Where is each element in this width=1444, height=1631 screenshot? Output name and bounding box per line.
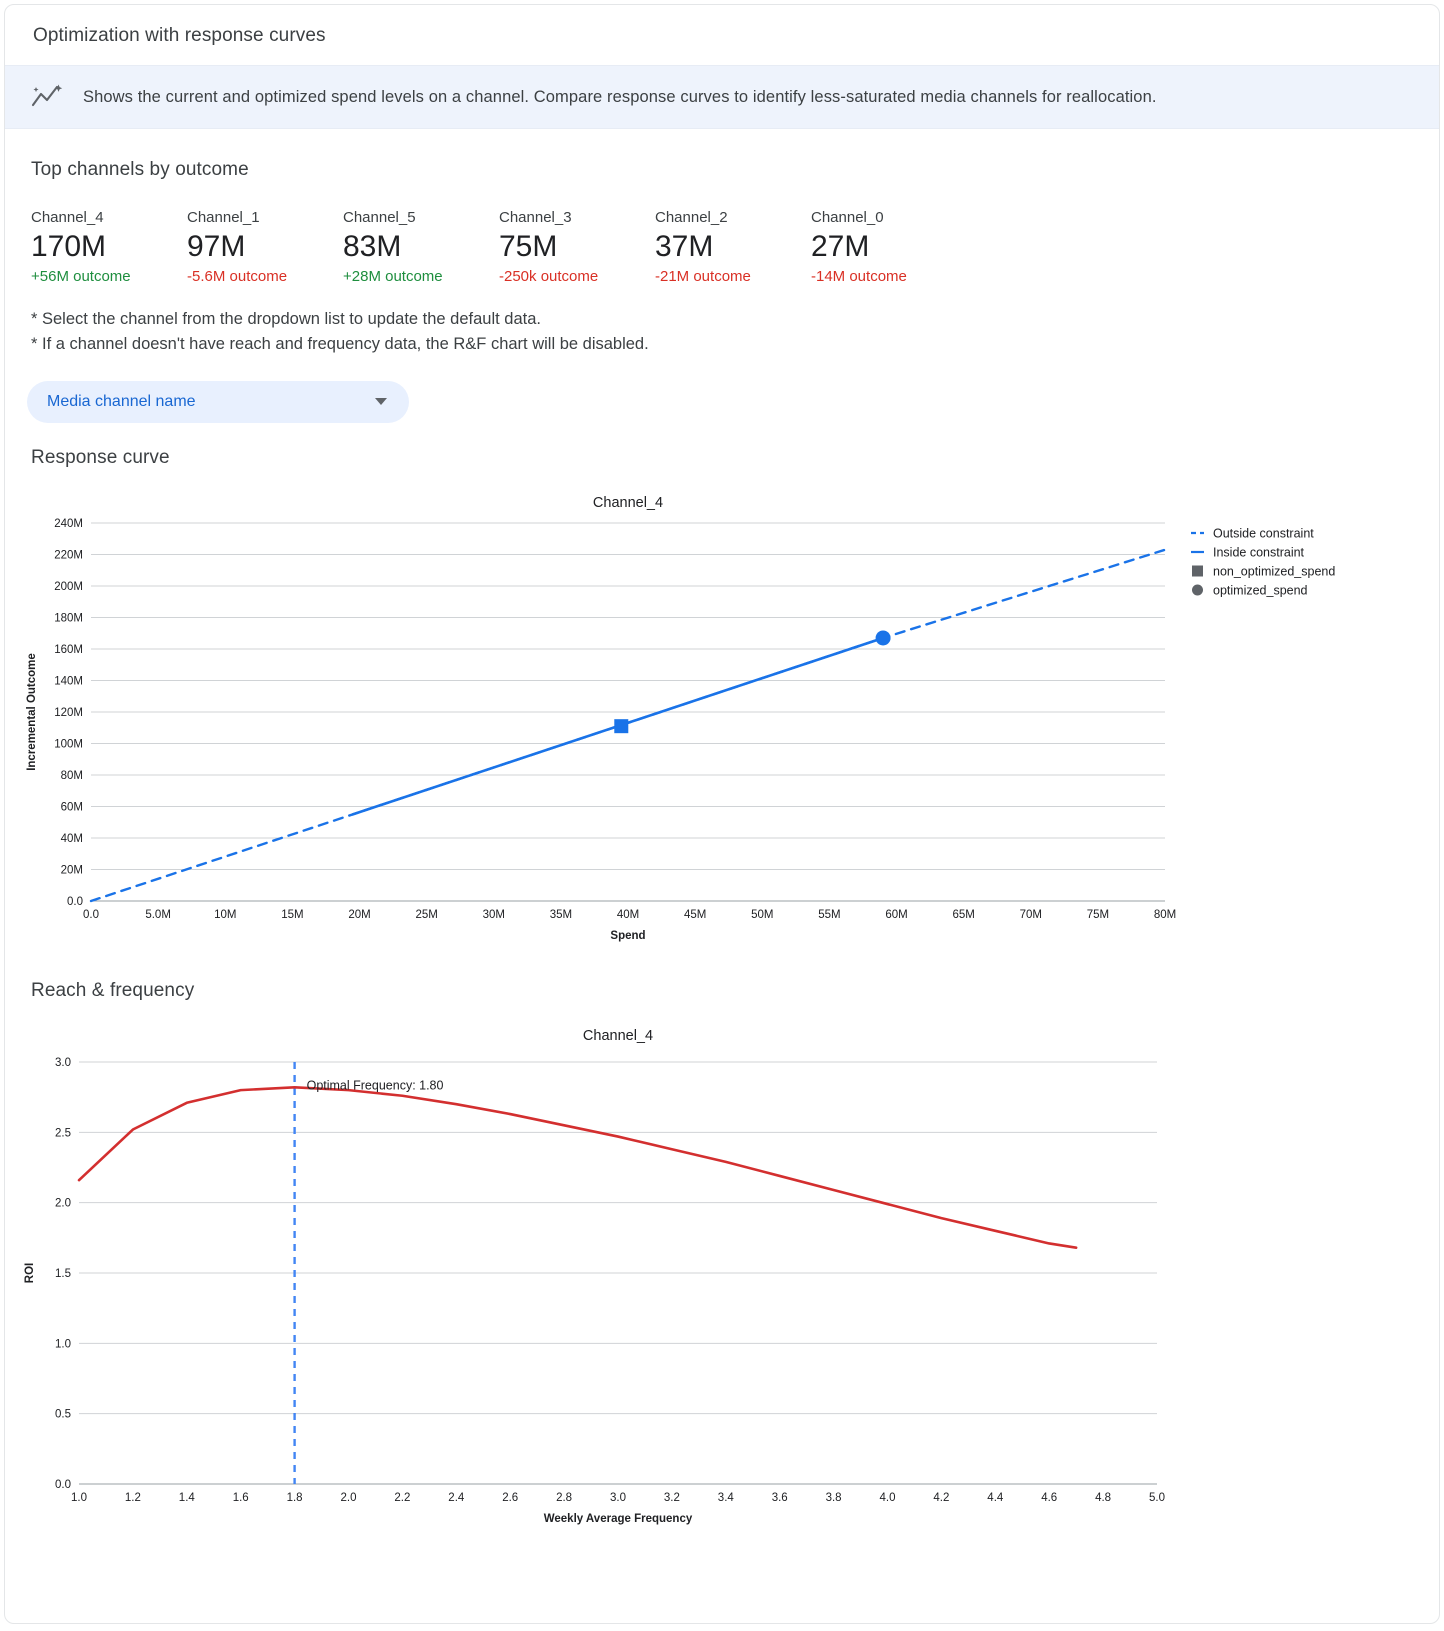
kpi-delta: +56M outcome <box>31 267 131 285</box>
kpi-card <box>31 209 187 285</box>
kpi-value: 83M <box>343 230 402 263</box>
svg-text:Channel_4: Channel_4 <box>582 1027 654 1044</box>
svg-text:65M: 65M <box>952 908 975 921</box>
svg-text:60M: 60M <box>60 801 83 814</box>
svg-text:1.8: 1.8 <box>286 1491 303 1504</box>
svg-text:non_optimized_spend: non_optimized_spend <box>1213 564 1336 579</box>
svg-text:4.0: 4.0 <box>879 1491 896 1504</box>
svg-text:2.6: 2.6 <box>502 1491 519 1504</box>
svg-text:Optimal Frequency: 1.80: Optimal Frequency: 1.80 <box>306 1078 444 1093</box>
kpi-card <box>343 209 499 285</box>
info-banner <box>5 65 1439 129</box>
kpi-value: 75M <box>499 230 558 263</box>
media-channel-dropdown[interactable] <box>27 381 409 423</box>
top-channels-heading: Top channels by outcome <box>31 159 249 180</box>
svg-text:3.0: 3.0 <box>610 1491 626 1504</box>
svg-text:70M: 70M <box>1019 908 1042 921</box>
svg-text:3.8: 3.8 <box>825 1491 842 1504</box>
svg-text:1.5: 1.5 <box>55 1267 71 1280</box>
svg-text:4.8: 4.8 <box>1095 1491 1112 1504</box>
response-curve-chart <box>5 481 1439 966</box>
svg-text:4.2: 4.2 <box>933 1491 950 1504</box>
svg-text:0.0: 0.0 <box>67 895 83 908</box>
response-curve-heading: Response curve <box>31 446 170 468</box>
svg-text:3.6: 3.6 <box>771 1491 788 1504</box>
notes-block <box>31 307 1439 357</box>
svg-text:0.5: 0.5 <box>55 1408 71 1421</box>
svg-text:1.4: 1.4 <box>178 1491 195 1504</box>
reach-frequency-svg <box>5 1014 1440 1544</box>
svg-text:Inside constraint: Inside constraint <box>1213 545 1305 560</box>
svg-text:Weekly Average Frequency: Weekly Average Frequency <box>543 1512 693 1525</box>
kpi-delta: -21M outcome <box>655 267 751 285</box>
svg-text:5.0: 5.0 <box>1149 1491 1165 1504</box>
svg-text:30M: 30M <box>482 908 505 921</box>
optimization-card <box>4 4 1440 1624</box>
response-curve-svg <box>5 481 1440 961</box>
reach-frequency-heading: Reach & frequency <box>31 979 195 1001</box>
reach-frequency-chart <box>5 1014 1439 1549</box>
svg-text:120M: 120M <box>54 706 83 719</box>
kpi-card <box>811 209 967 285</box>
svg-text:4.6: 4.6 <box>1041 1491 1058 1504</box>
kpi-channel-name: Channel_0 <box>811 209 884 226</box>
svg-text:2.5: 2.5 <box>55 1127 71 1140</box>
svg-text:1.0: 1.0 <box>71 1491 87 1504</box>
svg-text:1.0: 1.0 <box>55 1338 71 1351</box>
info-banner-text: Shows the current and optimized spend levels on a channel. Compare response curves to identify less-saturated media channels for reallocation. <box>83 87 1157 106</box>
svg-text:55M: 55M <box>818 908 841 921</box>
svg-text:5.0M: 5.0M <box>145 908 171 921</box>
svg-text:60M: 60M <box>885 908 908 921</box>
kpi-delta: -250k outcome <box>499 267 599 285</box>
svg-text:Incremental Outcome: Incremental Outcome <box>26 652 38 771</box>
top-channels-section <box>31 159 1439 285</box>
svg-text:80M: 80M <box>1153 908 1177 921</box>
svg-text:20M: 20M <box>60 864 83 877</box>
note-line: * Select the channel from the dropdown list to update the default data. <box>31 309 542 328</box>
svg-text:3.0: 3.0 <box>55 1056 71 1069</box>
kpi-value: 170M <box>31 230 107 263</box>
kpi-channel-name: Channel_4 <box>31 209 104 226</box>
kpi-channel-name: Channel_3 <box>499 209 572 226</box>
kpi-card <box>187 209 343 285</box>
media-channel-dropdown-label: Media channel name <box>47 392 196 410</box>
svg-text:1.6: 1.6 <box>232 1491 249 1504</box>
trending-chart-icon <box>29 82 65 112</box>
kpi-card <box>655 209 811 285</box>
page-title: Optimization with response curves <box>33 25 326 46</box>
svg-text:3.2: 3.2 <box>663 1491 680 1504</box>
svg-text:45M: 45M <box>683 908 707 921</box>
svg-text:Outside constraint: Outside constraint <box>1213 526 1314 541</box>
svg-text:Channel_4: Channel_4 <box>592 494 664 511</box>
svg-text:2.0: 2.0 <box>340 1491 357 1504</box>
svg-text:40M: 40M <box>60 832 83 845</box>
kpi-value: 37M <box>655 230 714 263</box>
svg-text:75M: 75M <box>1086 908 1110 921</box>
svg-text:100M: 100M <box>54 738 83 751</box>
svg-text:20M: 20M <box>348 908 371 921</box>
svg-text:140M: 140M <box>54 675 83 688</box>
svg-text:10M: 10M <box>214 908 237 921</box>
kpi-row <box>31 209 1439 285</box>
svg-text:50M: 50M <box>751 908 774 921</box>
svg-text:35M: 35M <box>549 908 573 921</box>
kpi-channel-name: Channel_5 <box>343 209 416 226</box>
svg-text:2.8: 2.8 <box>556 1491 573 1504</box>
kpi-channel-name: Channel_1 <box>187 209 260 226</box>
kpi-delta: -5.6M outcome <box>187 267 288 285</box>
kpi-value: 27M <box>811 230 870 263</box>
svg-text:0.0: 0.0 <box>83 908 99 921</box>
svg-text:1.2: 1.2 <box>124 1491 141 1504</box>
svg-text:3.4: 3.4 <box>717 1491 734 1504</box>
note-line: * If a channel doesn't have reach and frequency data, the R&F chart will be disabled. <box>31 334 649 353</box>
svg-text:160M: 160M <box>54 643 83 656</box>
svg-text:15M: 15M <box>281 908 304 921</box>
svg-text:4.4: 4.4 <box>987 1491 1004 1504</box>
svg-text:ROI: ROI <box>24 1262 36 1283</box>
svg-text:80M: 80M <box>60 769 83 782</box>
svg-text:0.0: 0.0 <box>55 1478 71 1491</box>
kpi-value: 97M <box>187 230 246 263</box>
svg-text:25M: 25M <box>415 908 438 921</box>
svg-text:2.2: 2.2 <box>394 1491 411 1504</box>
svg-text:240M: 240M <box>54 517 83 530</box>
svg-text:Spend: Spend <box>610 929 646 942</box>
kpi-channel-name: Channel_2 <box>655 209 728 226</box>
kpi-card <box>499 209 655 285</box>
svg-text:optimized_spend: optimized_spend <box>1213 583 1308 598</box>
kpi-delta: +28M outcome <box>343 267 443 285</box>
svg-text:200M: 200M <box>54 580 83 593</box>
svg-text:2.4: 2.4 <box>448 1491 465 1504</box>
svg-text:2.0: 2.0 <box>55 1197 71 1210</box>
kpi-delta: -14M outcome <box>811 267 907 285</box>
chevron-down-icon[interactable] <box>375 398 387 405</box>
svg-text:40M: 40M <box>616 908 640 921</box>
svg-text:180M: 180M <box>54 612 83 625</box>
svg-text:220M: 220M <box>54 549 83 562</box>
